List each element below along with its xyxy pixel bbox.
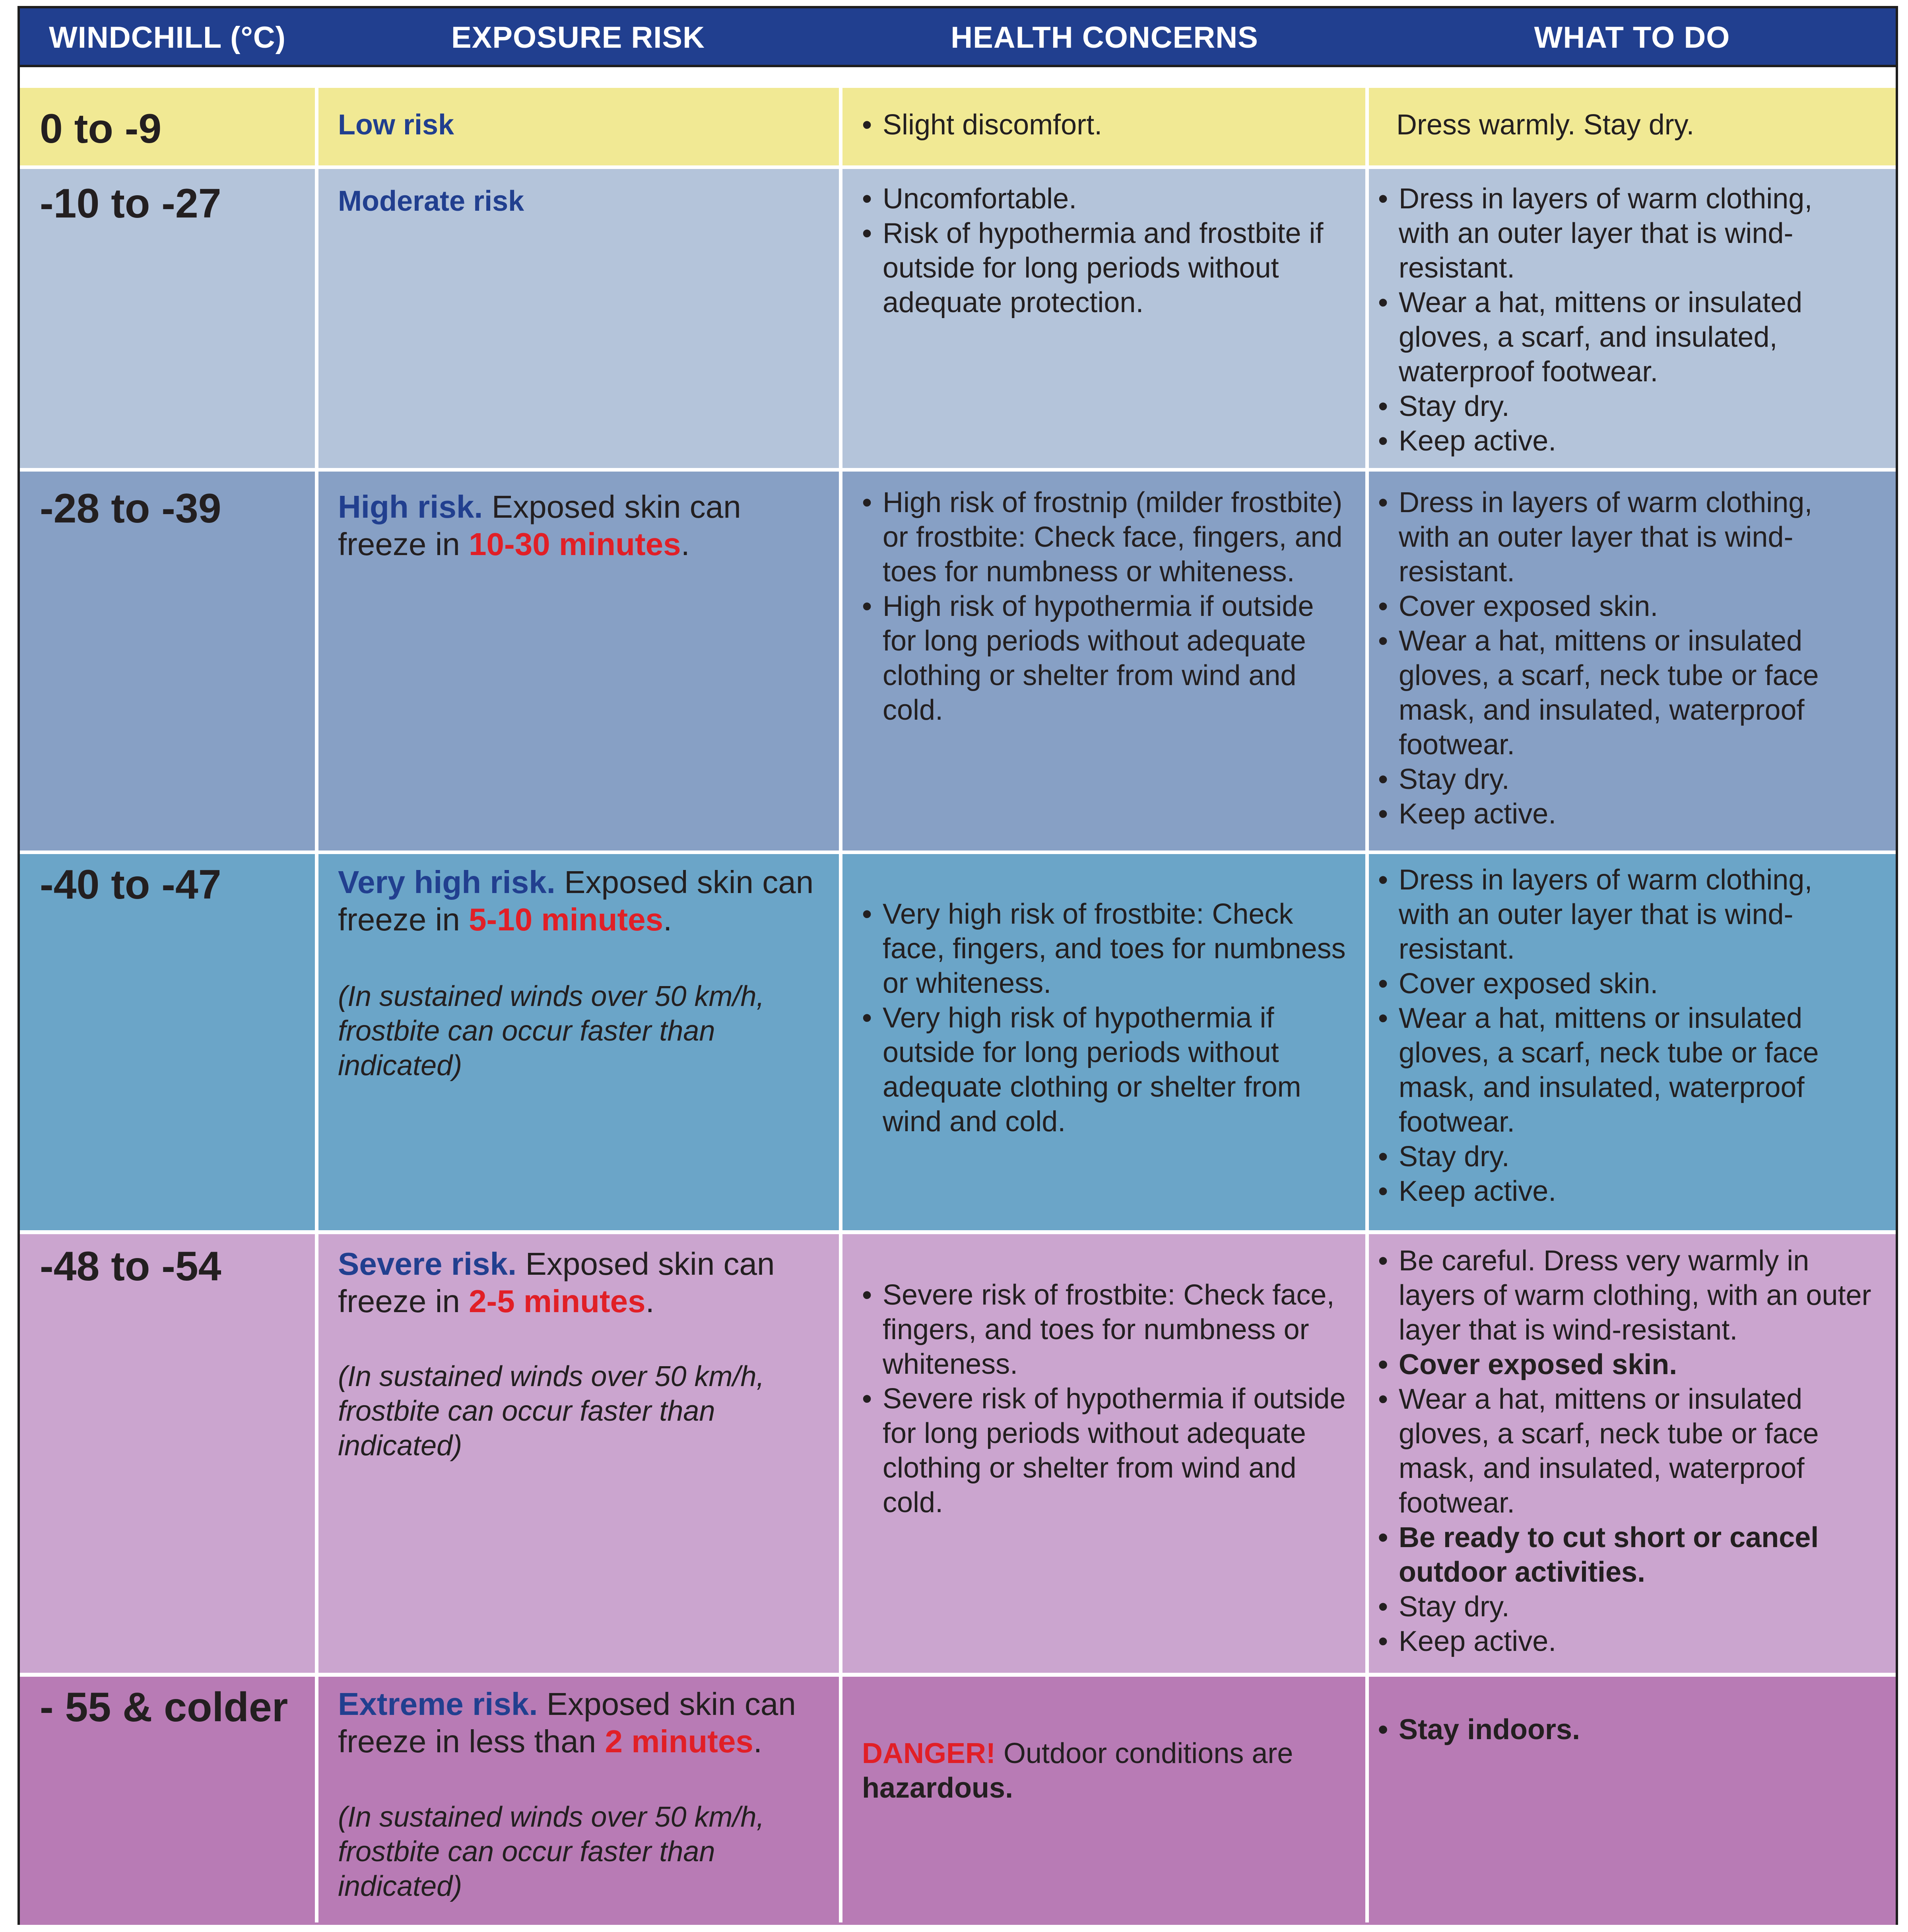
windchill-table bbox=[17, 6, 1898, 1925]
what-to-do-list bbox=[1378, 182, 1867, 458]
exposure-period: . bbox=[645, 1283, 654, 1319]
exposure-risk-cell bbox=[338, 1245, 819, 1320]
list-item: • Dress in layers of warm clothing, with an outer layer that is wind-resistant. bbox=[1378, 182, 1867, 285]
exposure-risk-cell bbox=[338, 1685, 819, 1760]
exposure-risk-cell bbox=[338, 108, 815, 142]
freeze-time: 10-30 minutes bbox=[469, 526, 681, 562]
what-to-do-list bbox=[1378, 485, 1867, 831]
table-row bbox=[20, 1234, 1896, 1673]
exposure-period: . bbox=[753, 1724, 763, 1759]
windchill-range: - 55 & colder bbox=[40, 1684, 288, 1730]
danger-text: Outdoor conditions are bbox=[996, 1738, 1293, 1769]
risk-level: Extreme risk. bbox=[338, 1686, 538, 1722]
risk-level: Severe risk. bbox=[338, 1246, 517, 1282]
table-header bbox=[20, 8, 1896, 67]
list-item: • Keep active. bbox=[1378, 424, 1867, 458]
list-item: • Wear a hat, mittens or insulated gloves, a scarf, neck tube or face mask, and insulated, waterproof footwear. bbox=[1378, 1382, 1879, 1520]
what-to-do-list bbox=[1378, 1244, 1879, 1659]
column-divider bbox=[1365, 88, 1369, 1922]
header-what-to-do: WHAT TO DO bbox=[1534, 21, 1730, 54]
freeze-time: 5-10 minutes bbox=[469, 902, 664, 937]
header-health-concerns: HEALTH CONCERNS bbox=[951, 21, 1258, 54]
health-concerns-list bbox=[862, 897, 1351, 1139]
list-item: • Wear a hat, mittens or insulated gloves, a scarf, neck tube or face mask, and insulated, waterproof footwear. bbox=[1378, 1001, 1867, 1140]
list-item: • High risk of frostnip (milder frostbite) or frostbite: Check face, fingers, and toes for numbness or whiteness. bbox=[862, 485, 1351, 589]
health-concerns-list bbox=[862, 182, 1351, 320]
wind-note: (In sustained winds over 50 km/h, frostbite can occur faster than indicated) bbox=[338, 1801, 765, 1902]
windchill-range: 0 to -9 bbox=[40, 106, 162, 152]
exposure-text: Exposed skin can freeze in bbox=[338, 489, 741, 562]
list-item: • High risk of hypothermia if outside for long periods without adequate clothing or shelter from wind and cold. bbox=[862, 589, 1351, 728]
what-to-do-list bbox=[1378, 863, 1867, 1209]
list-item: • Wear a hat, mittens or insulated gloves, a scarf, and insulated, waterproof footwear. bbox=[1378, 285, 1867, 389]
windchill-range: -28 to -39 bbox=[40, 485, 221, 532]
list-item: • Very high risk of hypothermia if outside for long periods without adequate clothing or shelter from wind and cold. bbox=[862, 1001, 1351, 1139]
list-item: • Be careful. Dress very warmly in layers of warm clothing, with an outer layer that is wind-resistant. bbox=[1378, 1244, 1879, 1348]
list-item: • Cover exposed skin. bbox=[1378, 1348, 1879, 1382]
column-divider bbox=[839, 88, 842, 1922]
list-item: • Keep active. bbox=[1378, 1624, 1879, 1659]
list-item: • Stay dry. bbox=[1378, 389, 1867, 424]
exposure-period: . bbox=[681, 526, 690, 562]
list-item: • Wear a hat, mittens or insulated gloves, a scarf, neck tube or face mask, and insulated, waterproof footwear. bbox=[1378, 624, 1867, 762]
table-row bbox=[20, 1677, 1896, 1925]
column-divider bbox=[315, 88, 318, 1922]
risk-level: Low risk bbox=[338, 109, 454, 141]
wind-note: (In sustained winds over 50 km/h, frostbite can occur faster than indicated) bbox=[338, 981, 765, 1082]
list-item: • Severe risk of hypothermia if outside for long periods without adequate clothing or shelter from wind and cold. bbox=[862, 1382, 1351, 1520]
list-item: • Stay dry. bbox=[1378, 762, 1867, 797]
health-concerns-list bbox=[862, 1278, 1351, 1520]
risk-level: Very high risk. bbox=[338, 864, 555, 900]
danger-message bbox=[862, 1736, 1351, 1806]
list-item: • Slight discomfort. bbox=[862, 108, 1351, 142]
exposure-risk-cell bbox=[338, 864, 819, 938]
health-concerns-list bbox=[862, 108, 1351, 142]
danger-hazardous: hazardous. bbox=[862, 1772, 1013, 1804]
list-item: • Stay dry. bbox=[1378, 1140, 1867, 1174]
list-item: • Uncomfortable. bbox=[862, 182, 1351, 216]
danger-label: DANGER! bbox=[862, 1738, 996, 1769]
list-item: • Keep active. bbox=[1378, 797, 1867, 831]
table-row bbox=[20, 472, 1896, 850]
list-item: • Very high risk of frostbite: Check face, fingers, and toes for numbness or whiteness. bbox=[862, 897, 1351, 1001]
exposure-risk-cell bbox=[338, 488, 819, 563]
exposure-period: . bbox=[663, 902, 672, 937]
exposure-text: Exposed skin can freeze in less than bbox=[338, 1686, 796, 1759]
header-windchill: WINDCHILL (°C) bbox=[49, 21, 286, 54]
list-item: • Keep active. bbox=[1378, 1174, 1867, 1209]
list-item: • Dress in layers of warm clothing, with an outer layer that is wind-resistant. bbox=[1378, 485, 1867, 589]
list-item: • Dress in layers of warm clothing, with an outer layer that is wind-resistant. bbox=[1378, 863, 1867, 967]
list-item: • Stay dry. bbox=[1378, 1590, 1879, 1624]
list-item: • Cover exposed skin. bbox=[1378, 589, 1867, 624]
exposure-risk-cell bbox=[338, 184, 815, 219]
what-to-do-text: Dress warmly. Stay dry. bbox=[1396, 109, 1694, 141]
wind-note: (In sustained winds over 50 km/h, frostbite can occur faster than indicated) bbox=[338, 1361, 765, 1462]
list-item: • Stay indoors. bbox=[1378, 1713, 1867, 1747]
what-to-do-list bbox=[1378, 1713, 1867, 1747]
list-item: • Risk of hypothermia and frostbite if outside for long periods without adequate protection. bbox=[862, 216, 1351, 320]
health-concerns-list bbox=[862, 485, 1351, 728]
windchill-range: -10 to -27 bbox=[40, 181, 221, 227]
exposure-text: Exposed skin can freeze in bbox=[338, 864, 814, 937]
table-row bbox=[20, 169, 1896, 468]
freeze-time: 2-5 minutes bbox=[469, 1283, 646, 1319]
list-item: • Severe risk of frostbite: Check face, fingers, and toes for numbness or whiteness. bbox=[862, 1278, 1351, 1382]
header-exposure-risk: EXPOSURE RISK bbox=[451, 21, 705, 54]
exposure-text: Exposed skin can freeze in bbox=[338, 1246, 775, 1319]
table-row bbox=[20, 854, 1896, 1230]
risk-level: Moderate risk bbox=[338, 185, 524, 217]
windchill-range: -40 to -47 bbox=[40, 862, 221, 908]
risk-level: High risk. bbox=[338, 489, 483, 524]
list-item: • Be ready to cut short or cancel outdoor activities. bbox=[1378, 1520, 1879, 1590]
freeze-time: 2 minutes bbox=[605, 1724, 753, 1759]
list-item: • Cover exposed skin. bbox=[1378, 967, 1867, 1001]
windchill-range: -48 to -54 bbox=[40, 1243, 221, 1289]
table-row bbox=[20, 88, 1896, 165]
